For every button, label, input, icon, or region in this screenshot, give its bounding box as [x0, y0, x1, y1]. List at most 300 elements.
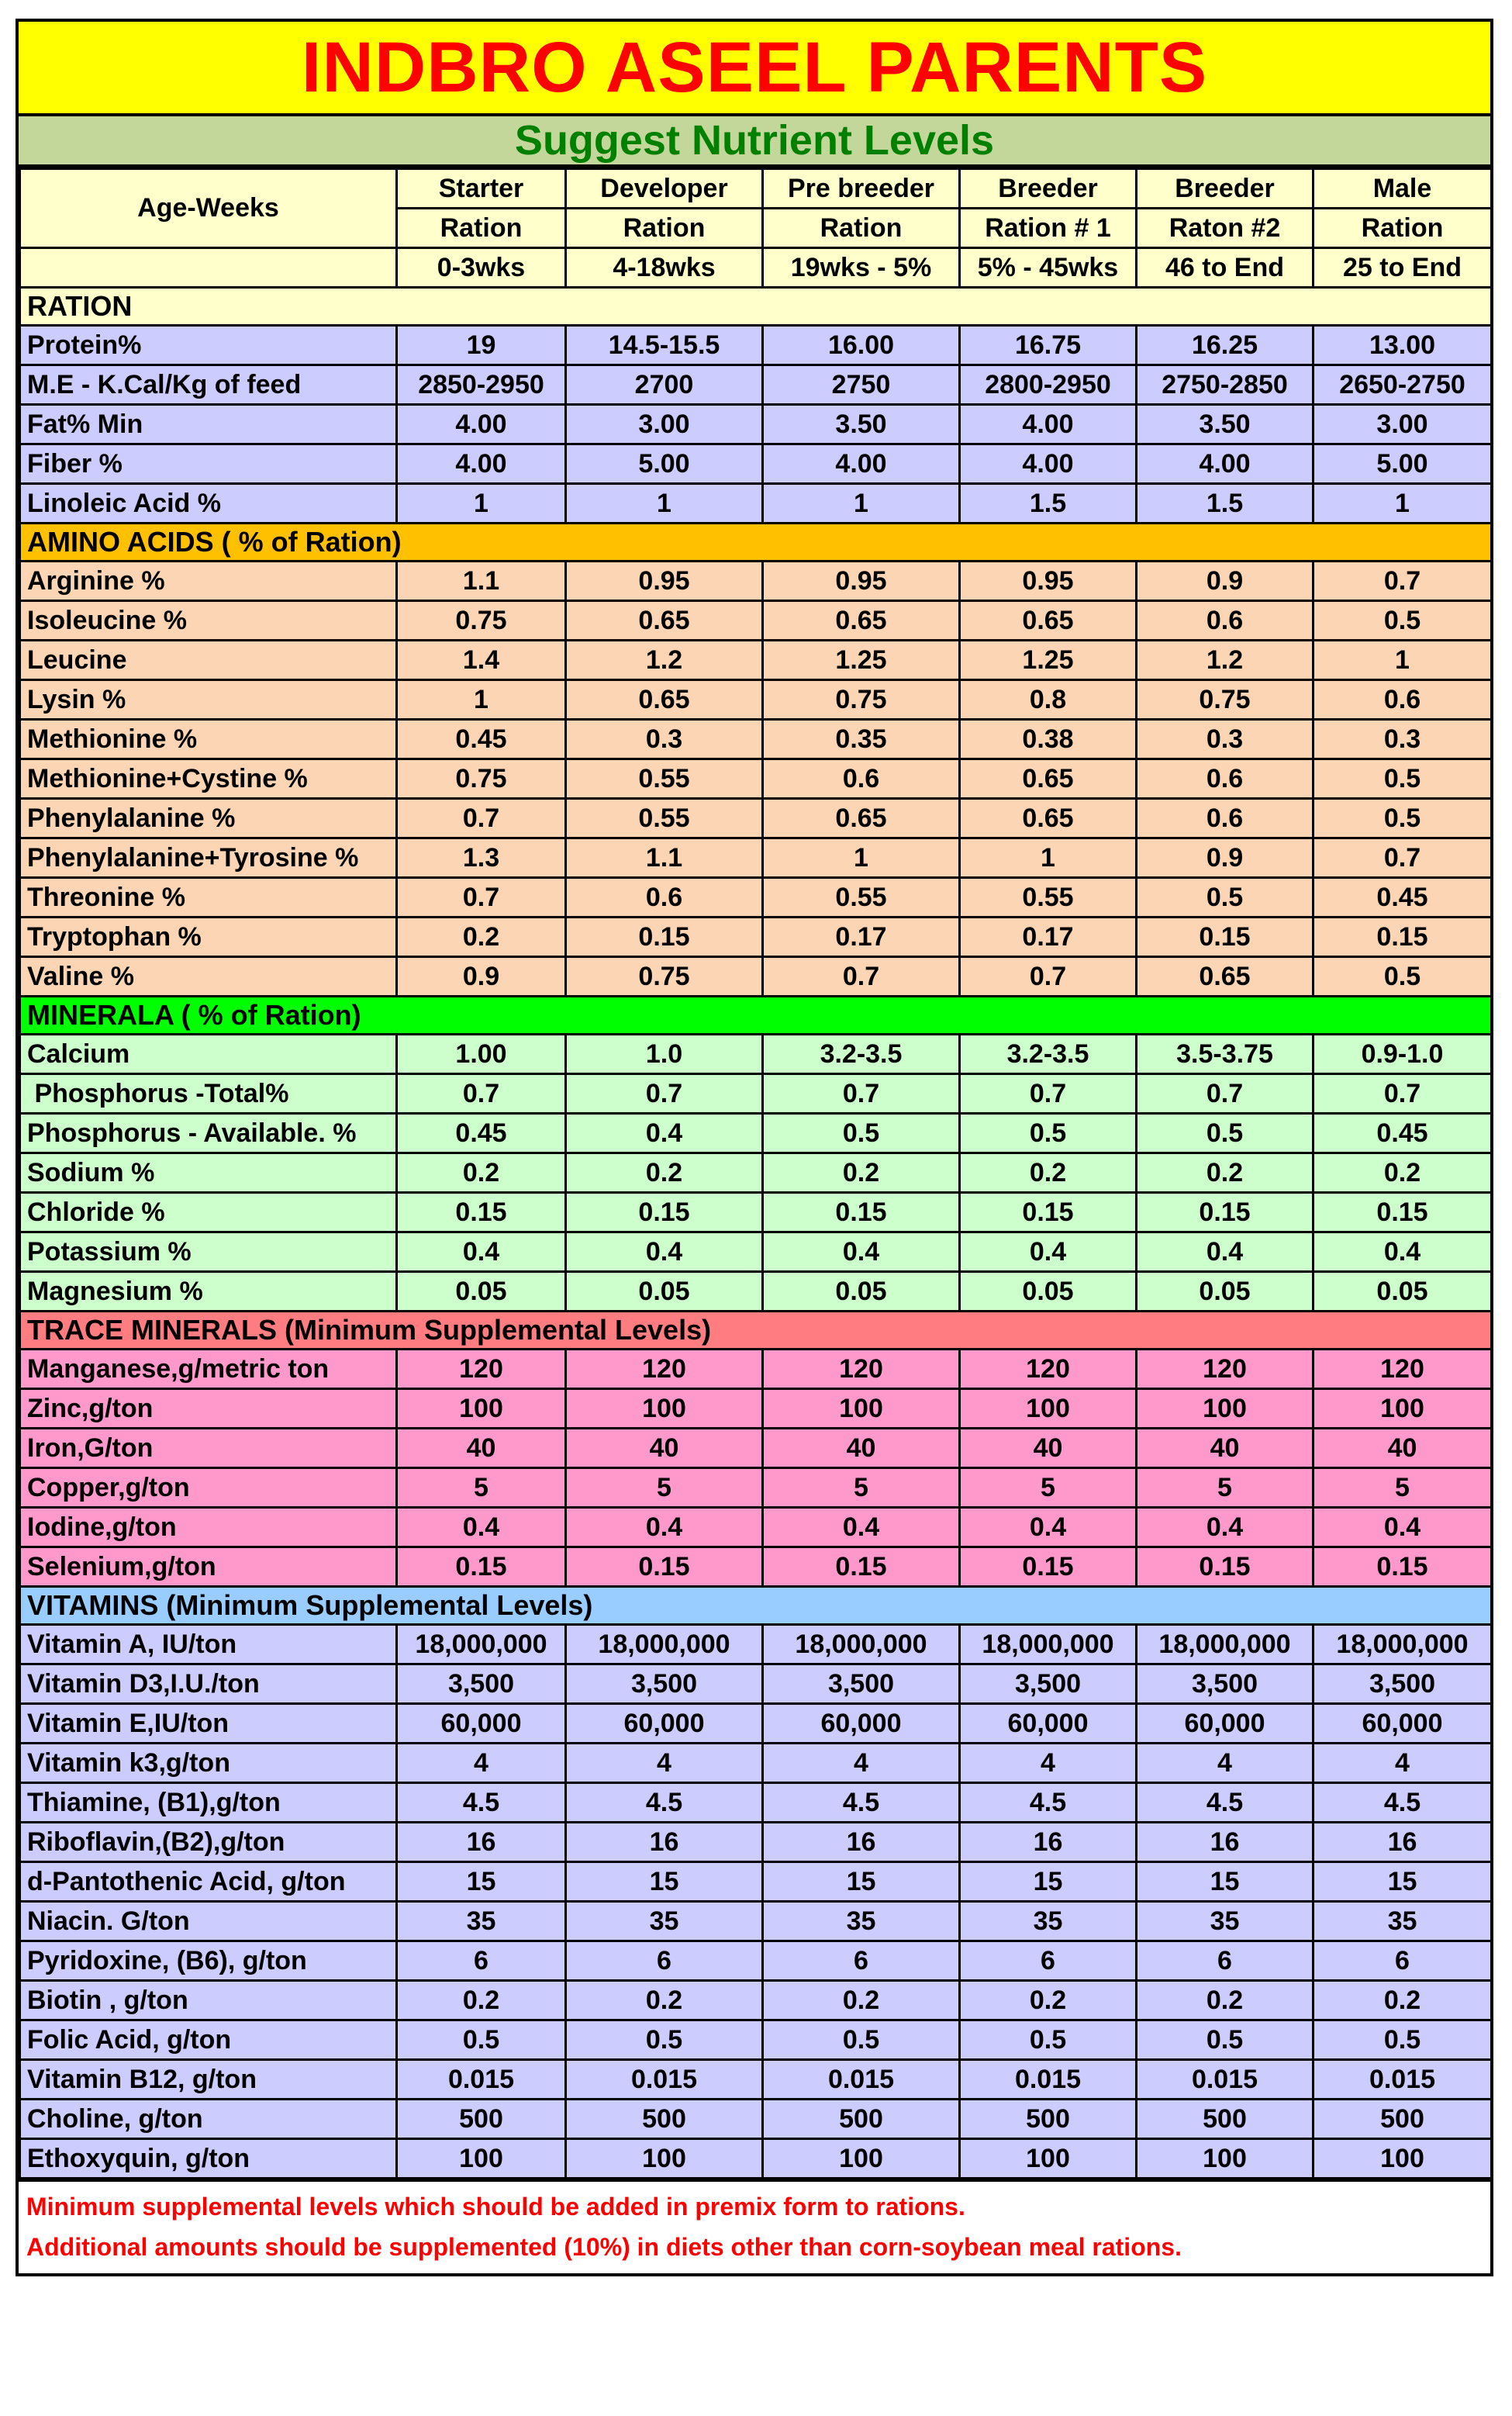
age-starter: 0-3wks	[397, 248, 566, 288]
nutrient-value: 14.5-15.5	[566, 326, 763, 365]
nutrient-label: Protein%	[20, 326, 397, 365]
nutrient-value: 0.2	[566, 1981, 763, 2020]
nutrient-value: 35	[566, 1902, 763, 1941]
header-ages-row	[20, 248, 1492, 288]
nutrient-value: 0.4	[566, 1508, 763, 1547]
nutrient-value: 3.2-3.5	[960, 1035, 1137, 1074]
nutrient-label: Sodium %	[20, 1153, 397, 1193]
section-title: AMINO ACIDS ( % of Ration)	[20, 524, 1492, 562]
table-row	[20, 484, 1492, 524]
table-row	[20, 1862, 1492, 1902]
nutrient-label: Phosphorus - Available. %	[20, 1114, 397, 1153]
nutrient-value: 0.15	[566, 1193, 763, 1232]
table-row	[20, 759, 1492, 799]
nutrient-value: 0.15	[763, 1193, 960, 1232]
footnote-1: Minimum supplemental levels which should be added in premix form to rations.	[26, 2193, 965, 2221]
nutrient-label: Fiber %	[20, 444, 397, 484]
nutrient-value: 1.25	[960, 641, 1137, 680]
nutrient-value: 0.15	[1137, 1547, 1314, 1587]
nutrient-value: 120	[763, 1350, 960, 1389]
table-row	[20, 957, 1492, 997]
nutrient-value: 5	[1137, 1468, 1314, 1508]
section-header-vitamins-minimum	[20, 1587, 1492, 1625]
nutrient-value: 40	[1137, 1429, 1314, 1468]
nutrient-value: 0.05	[566, 1272, 763, 1312]
nutrient-value: 40	[960, 1429, 1137, 1468]
nutrient-value: 60,000	[960, 1704, 1137, 1744]
nutrient-label: Calcium	[20, 1035, 397, 1074]
nutrient-value: 0.95	[566, 562, 763, 601]
nutrient-value: 100	[763, 2139, 960, 2179]
table-row	[20, 326, 1492, 365]
nutrient-value: 0.5	[960, 2020, 1137, 2060]
table-row	[20, 1114, 1492, 1153]
age-weeks-label: Age-Weeks	[20, 169, 397, 248]
nutrient-value: 4	[397, 1744, 566, 1783]
nutrient-value: 4	[566, 1744, 763, 1783]
section-header-minerala-of	[20, 997, 1492, 1035]
nutrient-value: 4.00	[1137, 444, 1314, 484]
nutrient-value: 3.2-3.5	[763, 1035, 960, 1074]
nutrient-value: 1.25	[763, 641, 960, 680]
nutrient-value: 1.5	[960, 484, 1137, 524]
nutrient-value: 3.50	[763, 405, 960, 444]
nutrient-label: Vitamin D3,I.U./ton	[20, 1664, 397, 1704]
table-row	[20, 918, 1492, 957]
nutrient-value: 0.65	[960, 601, 1137, 641]
nutrient-value: 0.4	[566, 1232, 763, 1272]
nutrient-value: 0.05	[1137, 1272, 1314, 1312]
nutrient-label: Valine %	[20, 957, 397, 997]
table-row	[20, 1547, 1492, 1587]
nutrient-value: 0.15	[566, 1547, 763, 1587]
nutrient-value: 3.00	[1314, 405, 1492, 444]
nutrient-value: 0.015	[1137, 2060, 1314, 2100]
nutrient-value: 0.15	[960, 1547, 1137, 1587]
nutrient-value: 0.2	[1137, 1981, 1314, 2020]
nutrient-value: 0.2	[763, 1981, 960, 2020]
nutrient-value: 0.5	[566, 2020, 763, 2060]
nutrient-value: 6	[763, 1941, 960, 1981]
header-line1-developer: Developer	[566, 169, 763, 209]
nutrient-value: 0.7	[960, 957, 1137, 997]
nutrient-label: Phenylalanine %	[20, 799, 397, 838]
header-line1-breeder-1: Breeder	[960, 169, 1137, 209]
table-row	[20, 1153, 1492, 1193]
nutrient-value: 0.15	[1137, 918, 1314, 957]
nutrient-value: 0.7	[397, 878, 566, 918]
nutrient-value: 0.15	[1314, 918, 1492, 957]
nutrient-value: 0.15	[397, 1547, 566, 1587]
nutrient-value: 4	[960, 1744, 1137, 1783]
nutrient-value: 18,000,000	[397, 1625, 566, 1664]
nutrient-value: 100	[1314, 2139, 1492, 2179]
table-row	[20, 1193, 1492, 1232]
nutrient-value: 0.6	[1137, 601, 1314, 641]
nutrient-value: 0.2	[397, 918, 566, 957]
nutrient-value: 0.17	[763, 918, 960, 957]
age-male: 25 to End	[1314, 248, 1492, 288]
nutrient-label: Threonine %	[20, 878, 397, 918]
nutrient-value: 60,000	[763, 1704, 960, 1744]
section-title: RATION	[20, 288, 1492, 326]
nutrient-value: 4.5	[960, 1783, 1137, 1823]
table-row	[20, 1232, 1492, 1272]
nutrient-value: 3,500	[397, 1664, 566, 1704]
nutrient-value: 0.2	[1314, 1981, 1492, 2020]
nutrient-label: Niacin. G/ton	[20, 1902, 397, 1941]
nutrient-value: 100	[397, 2139, 566, 2179]
nutrient-value: 0.3	[1137, 720, 1314, 759]
nutrient-value: 4.00	[397, 405, 566, 444]
nutrient-value: 5	[566, 1468, 763, 1508]
nutrient-value: 4.00	[397, 444, 566, 484]
nutrient-value: 35	[1137, 1902, 1314, 1941]
nutrient-value: 5	[397, 1468, 566, 1508]
table-row	[20, 444, 1492, 484]
nutrient-value: 0.15	[566, 918, 763, 957]
nutrient-value: 1.5	[1137, 484, 1314, 524]
nutrient-value: 0.15	[397, 1193, 566, 1232]
nutrient-value: 0.4	[1137, 1232, 1314, 1272]
nutrient-value: 60,000	[566, 1704, 763, 1744]
nutrient-value: 0.5	[1314, 799, 1492, 838]
nutrient-value: 60,000	[1314, 1704, 1492, 1744]
section-header-amino-acids	[20, 524, 1492, 562]
table-row	[20, 680, 1492, 720]
nutrient-value: 0.55	[566, 799, 763, 838]
nutrient-value: 15	[763, 1862, 960, 1902]
age-breeder-1: 5% - 45wks	[960, 248, 1137, 288]
nutrient-value: 500	[763, 2100, 960, 2139]
footnote-2: Additional amounts should be supplemented (10%) in diets other than corn-soybean meal rations.	[26, 2233, 1182, 2261]
nutrient-label: Linoleic Acid %	[20, 484, 397, 524]
nutrient-value: 4	[1314, 1744, 1492, 1783]
nutrient-sheet	[16, 19, 1493, 2276]
nutrient-value: 0.6	[1314, 680, 1492, 720]
nutrient-value: 18,000,000	[960, 1625, 1137, 1664]
nutrient-value: 0.55	[763, 878, 960, 918]
nutrient-label: Phosphorus -Total%	[20, 1074, 397, 1114]
nutrient-value: 0.4	[960, 1232, 1137, 1272]
nutrient-value: 1.1	[397, 562, 566, 601]
nutrient-value: 2750	[763, 365, 960, 405]
nutrient-value: 0.7	[763, 957, 960, 997]
table-row	[20, 1783, 1492, 1823]
age-developer: 4-18wks	[566, 248, 763, 288]
nutrient-value: 16	[960, 1823, 1137, 1862]
nutrient-value: 18,000,000	[1314, 1625, 1492, 1664]
nutrient-value: 3,500	[1314, 1664, 1492, 1704]
nutrient-value: 1	[1314, 484, 1492, 524]
section-title: TRACE MINERALS (Minimum Supplemental Levels)	[20, 1312, 1492, 1350]
nutrient-value: 0.05	[397, 1272, 566, 1312]
nutrient-value: 0.5	[1137, 1114, 1314, 1153]
nutrient-value: 100	[763, 1389, 960, 1429]
nutrient-value: 0.75	[397, 759, 566, 799]
header-line2-breeder-1: Ration # 1	[960, 209, 1137, 248]
nutrient-value: 0.95	[763, 562, 960, 601]
nutrient-value: 5.00	[1314, 444, 1492, 484]
nutrient-value: 0.38	[960, 720, 1137, 759]
nutrient-value: 35	[960, 1902, 1137, 1941]
section-header-ration	[20, 288, 1492, 326]
nutrient-label: Iodine,g/ton	[20, 1508, 397, 1547]
nutrient-value: 6	[1314, 1941, 1492, 1981]
nutrient-value: 1	[763, 484, 960, 524]
nutrient-value: 0.75	[566, 957, 763, 997]
nutrient-value: 16.75	[960, 326, 1137, 365]
nutrient-value: 6	[397, 1941, 566, 1981]
nutrient-value: 0.5	[960, 1114, 1137, 1153]
nutrient-value: 0.7	[1314, 562, 1492, 601]
nutrient-value: 0.015	[763, 2060, 960, 2100]
nutrient-label: Selenium,g/ton	[20, 1547, 397, 1587]
nutrient-value: 0.5	[1137, 878, 1314, 918]
nutrient-value: 0.4	[763, 1508, 960, 1547]
nutrient-value: 5	[763, 1468, 960, 1508]
nutrient-value: 40	[566, 1429, 763, 1468]
nutrient-value: 0.45	[397, 1114, 566, 1153]
nutrient-label: Isoleucine %	[20, 601, 397, 641]
header-line2-starter: Ration	[397, 209, 566, 248]
nutrient-label: Lysin %	[20, 680, 397, 720]
table-row	[20, 2139, 1492, 2179]
age-header-blank	[20, 248, 397, 288]
nutrient-value: 120	[960, 1350, 1137, 1389]
table-row	[20, 1389, 1492, 1429]
table-row	[20, 405, 1492, 444]
nutrient-value: 0.2	[960, 1153, 1137, 1193]
nutrient-value: 2700	[566, 365, 763, 405]
page-subtitle: Suggest Nutrient Levels	[19, 116, 1490, 168]
nutrient-value: 19	[397, 326, 566, 365]
header-row-1	[20, 169, 1492, 209]
nutrient-value: 100	[960, 2139, 1137, 2179]
nutrient-value: 1.4	[397, 641, 566, 680]
section-title: VITAMINS (Minimum Supplemental Levels)	[20, 1587, 1492, 1625]
nutrient-label: Magnesium %	[20, 1272, 397, 1312]
footnotes	[19, 2179, 1490, 2273]
nutrient-value: 0.7	[960, 1074, 1137, 1114]
nutrient-value: 15	[397, 1862, 566, 1902]
nutrient-value: 120	[1137, 1350, 1314, 1389]
nutrient-value: 0.4	[1314, 1232, 1492, 1272]
age-breeder-2: 46 to End	[1137, 248, 1314, 288]
nutrient-label: Tryptophan %	[20, 918, 397, 957]
nutrient-value: 0.5	[1137, 2020, 1314, 2060]
nutrient-value: 0.05	[763, 1272, 960, 1312]
nutrient-value: 0.7	[763, 1074, 960, 1114]
nutrient-value: 0.15	[960, 1193, 1137, 1232]
nutrient-value: 0.015	[566, 2060, 763, 2100]
header-line2-pre-breeder: Ration	[763, 209, 960, 248]
nutrient-value: 0.9	[1137, 838, 1314, 878]
nutrient-value: 1	[397, 484, 566, 524]
header-line2-breeder-2: Raton #2	[1137, 209, 1314, 248]
table-row	[20, 1941, 1492, 1981]
nutrient-value: 0.7	[397, 1074, 566, 1114]
nutrient-value: 0.45	[1314, 1114, 1492, 1153]
nutrient-value: 0.15	[1314, 1193, 1492, 1232]
nutrient-label: Vitamin B12, g/ton	[20, 2060, 397, 2100]
nutrient-value: 0.65	[566, 680, 763, 720]
table-row	[20, 799, 1492, 838]
nutrient-value: 0.5	[1314, 601, 1492, 641]
nutrient-value: 6	[566, 1941, 763, 1981]
nutrient-value: 100	[960, 1389, 1137, 1429]
nutrient-label: Phenylalanine+Tyrosine %	[20, 838, 397, 878]
nutrient-value: 0.45	[397, 720, 566, 759]
nutrient-value: 0.2	[763, 1153, 960, 1193]
section-title: MINERALA ( % of Ration)	[20, 997, 1492, 1035]
nutrient-value: 100	[566, 2139, 763, 2179]
nutrient-value: 0.75	[1137, 680, 1314, 720]
nutrient-value: 6	[1137, 1941, 1314, 1981]
nutrient-value: 4.00	[960, 405, 1137, 444]
nutrient-value: 16	[566, 1823, 763, 1862]
nutrient-value: 0.6	[1137, 799, 1314, 838]
nutrient-value: 0.3	[1314, 720, 1492, 759]
nutrient-value: 0.8	[960, 680, 1137, 720]
nutrient-label: Potassium %	[20, 1232, 397, 1272]
table-row	[20, 1664, 1492, 1704]
nutrient-label: Vitamin E,IU/ton	[20, 1704, 397, 1744]
nutrient-value: 16.25	[1137, 326, 1314, 365]
nutrient-value: 2850-2950	[397, 365, 566, 405]
nutrient-value: 1.2	[566, 641, 763, 680]
header-line1-breeder-2: Breeder	[1137, 169, 1314, 209]
nutrient-value: 100	[397, 1389, 566, 1429]
nutrient-value: 15	[1137, 1862, 1314, 1902]
nutrient-value: 0.6	[1137, 759, 1314, 799]
table-row	[20, 1744, 1492, 1783]
nutrient-value: 0.15	[763, 1547, 960, 1587]
nutrient-value: 0.6	[566, 878, 763, 918]
nutrient-value: 500	[397, 2100, 566, 2139]
nutrient-label: Leucine	[20, 641, 397, 680]
table-row	[20, 878, 1492, 918]
section-header-trace-minerals	[20, 1312, 1492, 1350]
nutrient-value: 5.00	[566, 444, 763, 484]
nutrient-label: M.E - K.Cal/Kg of feed	[20, 365, 397, 405]
nutrient-value: 120	[566, 1350, 763, 1389]
nutrient-value: 0.35	[763, 720, 960, 759]
nutrient-value: 0.05	[960, 1272, 1137, 1312]
table-row	[20, 1981, 1492, 2020]
nutrient-value: 4	[1137, 1744, 1314, 1783]
nutrient-value: 0.5	[397, 2020, 566, 2060]
nutrient-value: 60,000	[1137, 1704, 1314, 1744]
nutrient-value: 0.015	[1314, 2060, 1492, 2100]
table-row	[20, 1704, 1492, 1744]
nutrient-value: 6	[960, 1941, 1137, 1981]
nutrient-value: 15	[1314, 1862, 1492, 1902]
nutrient-value: 3,500	[960, 1664, 1137, 1704]
table-row	[20, 2020, 1492, 2060]
nutrient-value: 0.05	[1314, 1272, 1492, 1312]
nutrient-label: Choline, g/ton	[20, 2100, 397, 2139]
nutrient-value: 0.65	[1137, 957, 1314, 997]
nutrient-label: Riboflavin,(B2),g/ton	[20, 1823, 397, 1862]
nutrient-label: Pyridoxine, (B6), g/ton	[20, 1941, 397, 1981]
nutrient-value: 16	[397, 1823, 566, 1862]
nutrient-value: 0.5	[1314, 2020, 1492, 2060]
nutrient-label: Iron,G/ton	[20, 1429, 397, 1468]
nutrient-value: 18,000,000	[566, 1625, 763, 1664]
nutrient-value: 0.2	[566, 1153, 763, 1193]
nutrient-value: 4.5	[1314, 1783, 1492, 1823]
nutrient-label: Ethoxyquin, g/ton	[20, 2139, 397, 2179]
nutrient-value: 0.7	[1137, 1074, 1314, 1114]
nutrient-value: 3,500	[1137, 1664, 1314, 1704]
nutrient-value: 1.3	[397, 838, 566, 878]
nutrient-value: 100	[566, 1389, 763, 1429]
nutrient-value: 3.00	[566, 405, 763, 444]
nutrient-value: 2750-2850	[1137, 365, 1314, 405]
nutrient-value: 40	[763, 1429, 960, 1468]
nutrient-value: 1.2	[1137, 641, 1314, 680]
nutrient-value: 3,500	[566, 1664, 763, 1704]
nutrient-value: 0.75	[397, 601, 566, 641]
nutrient-value: 35	[763, 1902, 960, 1941]
nutrient-value: 100	[1137, 1389, 1314, 1429]
nutrient-value: 3.5-3.75	[1137, 1035, 1314, 1074]
nutrient-value: 0.4	[566, 1114, 763, 1153]
nutrient-value: 5	[1314, 1468, 1492, 1508]
nutrient-value: 0.9	[1137, 562, 1314, 601]
nutrient-value: 4.5	[566, 1783, 763, 1823]
nutrient-value: 0.4	[1314, 1508, 1492, 1547]
header-line2-male: Ration	[1314, 209, 1492, 248]
nutrient-value: 0.55	[566, 759, 763, 799]
nutrient-value: 0.9	[397, 957, 566, 997]
nutrient-value: 120	[397, 1350, 566, 1389]
nutrient-value: 4.5	[1137, 1783, 1314, 1823]
nutrient-value: 4.5	[763, 1783, 960, 1823]
nutrient-label: Vitamin A, IU/ton	[20, 1625, 397, 1664]
nutrient-value: 0.17	[960, 918, 1137, 957]
nutrient-value: 0.55	[960, 878, 1137, 918]
page-title: INDBRO ASEEL PARENTS	[19, 22, 1490, 116]
table-row	[20, 1272, 1492, 1312]
nutrient-value: 0.015	[397, 2060, 566, 2100]
nutrient-value: 500	[960, 2100, 1137, 2139]
nutrient-value: 0.65	[566, 601, 763, 641]
nutrient-value: 0.4	[960, 1508, 1137, 1547]
table-row	[20, 1468, 1492, 1508]
nutrient-value: 0.2	[397, 1981, 566, 2020]
table-row	[20, 1350, 1492, 1389]
nutrient-value: 4.5	[397, 1783, 566, 1823]
nutrient-value: 0.4	[397, 1232, 566, 1272]
age-pre-breeder: 19wks - 5%	[763, 248, 960, 288]
nutrient-value: 100	[1314, 1389, 1492, 1429]
nutrient-label: Copper,g/ton	[20, 1468, 397, 1508]
nutrient-value: 15	[566, 1862, 763, 1902]
nutrient-value: 500	[566, 2100, 763, 2139]
header-line1-male: Male	[1314, 169, 1492, 209]
nutrient-value: 1	[397, 680, 566, 720]
nutrient-value: 1.1	[566, 838, 763, 878]
nutrient-label: Biotin , g/ton	[20, 1981, 397, 2020]
nutrient-value: 0.5	[1314, 957, 1492, 997]
nutrient-value: 0.65	[960, 759, 1137, 799]
header-line1-starter: Starter	[397, 169, 566, 209]
table-row	[20, 1823, 1492, 1862]
nutrient-value: 0.9-1.0	[1314, 1035, 1492, 1074]
nutrient-value: 0.4	[397, 1508, 566, 1547]
